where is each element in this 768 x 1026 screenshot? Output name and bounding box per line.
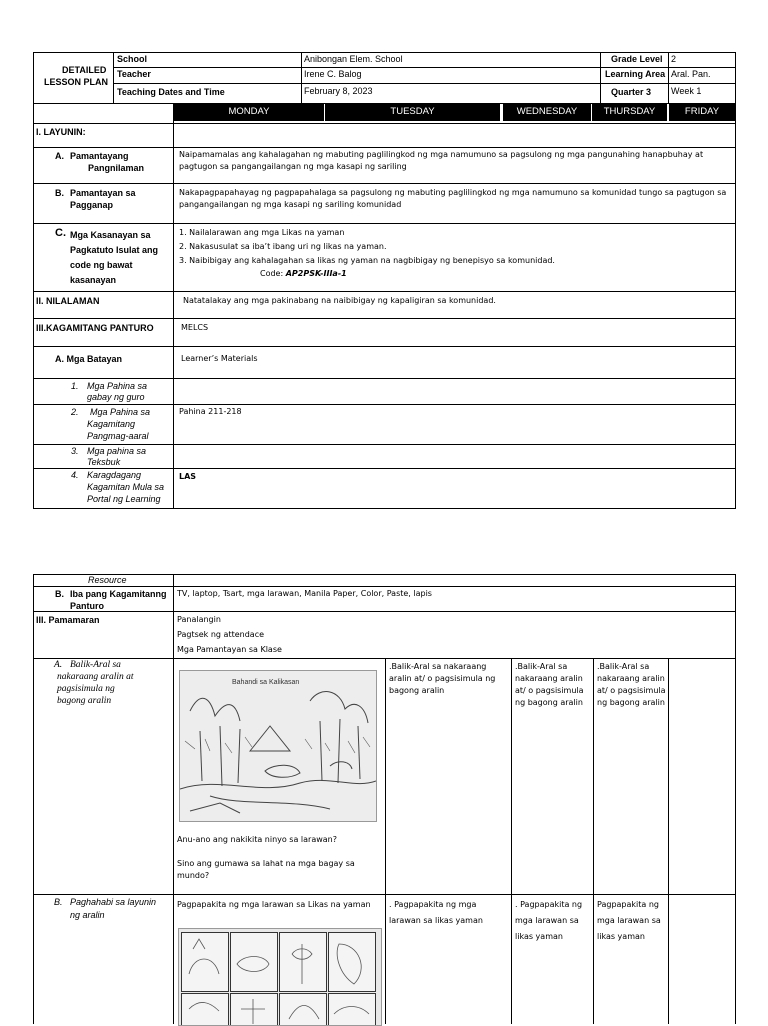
row3-number: 3. — [71, 446, 79, 456]
row2-text: Pahina 211-218 — [179, 407, 242, 416]
iba-pang-label: Iba pang Kagamitanng — [70, 589, 167, 599]
quarter-label: Quarter 3 — [611, 87, 652, 97]
row1-label-a: Mga Pahina sa — [87, 381, 148, 391]
kasanayan-label-4: kasanayan — [70, 275, 117, 285]
kasanayan-label-3: code ng bawat — [70, 260, 133, 270]
paghahabi-letter: B. — [54, 897, 63, 907]
grade-level-value: 2 — [671, 54, 677, 64]
row2-label-a: Mga Pahina sa — [90, 407, 151, 417]
question-1: Anu-ano ang nakikita ninyo sa larawan? — [177, 835, 337, 844]
school-label: School — [117, 54, 148, 64]
pamantayang-label: Pamantayang — [70, 151, 129, 161]
paghahabi-label-1: Paghahabi sa layunin — [70, 897, 157, 907]
pagganap-text: Nakapagpapahayag ng pagpapahalaga sa pagsulong ng mabuting paglilingkod ng mga namumuno sa komunidad tungo sa pagtugon sa pangangailangan ng mga kasapi ng sariling komunidad — [179, 188, 727, 209]
learning-area-label: Learning Area — [605, 69, 666, 79]
row4-label-a: Karagdagang — [87, 470, 142, 480]
wednesday-paghahabi: . Pagpapakita ng mga larawan sa likas yaman — [515, 900, 583, 941]
batayan-label: A. Mga Batayan — [55, 354, 123, 364]
pangnilaman-label: Pangnilaman — [88, 163, 145, 173]
grade-level-label: Grade Level — [611, 54, 663, 64]
question-2: Sino ang gumawa sa lahat na mga bagay sa mundo? — [177, 859, 355, 880]
row1-number: 1. — [71, 381, 79, 391]
row1-label-b: gabay ng guro — [87, 392, 145, 402]
balik-aral-label-3: pagsisimula ng — [57, 684, 115, 694]
paghahabi-label-2: ng aralin — [70, 910, 105, 920]
dates-label: Teaching Dates and Time — [117, 87, 225, 97]
pamamaran-item-3: Mga Pamantayan sa Klase — [177, 645, 282, 654]
thursday-paghahabi: Pagpapakita ng mga larawan sa likas yaman — [597, 900, 661, 941]
kasanayan-item-2: 2. Nakasusulat sa iba’t ibang uri ng likas na yaman. — [179, 242, 387, 251]
kagamitan-text: MELCS — [181, 323, 209, 332]
teacher-label: Teacher — [117, 69, 151, 79]
balik-aral-letter: A. — [54, 660, 63, 670]
panturo-label: Panturo — [70, 601, 105, 611]
kasanayan-letter: C. — [55, 227, 66, 239]
kasanayan-label-2: Pagkatuto Isulat ang — [70, 245, 159, 255]
sketch-lines-icon — [179, 929, 381, 1025]
nilalaman-text: Natatalakay ang mga pakinabang na naibibigay ng kapaligiran sa komunidad. — [183, 296, 496, 305]
competency-code — [260, 268, 347, 280]
row3-label-a: Mga pahina sa — [87, 446, 147, 456]
iba-pang-letter: B. — [55, 589, 64, 599]
school-value: Anibongan Elem. School — [304, 54, 403, 64]
forest-drawing-icon — [180, 671, 376, 821]
kasanayan-label-1: Mga Kasanayan sa — [70, 230, 151, 240]
pamamaran-label: III. Pamamaran — [36, 615, 100, 625]
competency-code-value: AP2PSK-IIIa-1 — [285, 269, 347, 278]
title-line1: DETAILED — [62, 65, 107, 75]
kasanayan-item-1: 1. Nailalarawan ang mga Likas na yaman — [179, 228, 345, 237]
balik-aral-label-4: bagong aralin — [57, 696, 112, 706]
row4-label-c: Portal ng Learning — [87, 494, 161, 504]
kasanayan-item-3: 3. Naibibigay ang kahalagahan sa likas ng yaman na nagbibigay ng benepisyo sa komunidad. — [179, 256, 555, 265]
row4-number: 4. — [71, 470, 79, 480]
pamantayan-label: Pamantayan sa — [70, 188, 136, 198]
batayan-text: Learner’s Materials — [181, 354, 258, 363]
tuesday-paghahabi: . Pagpapakita ng mga larawan sa likas yaman — [389, 900, 483, 925]
pagganap-label: Pagganap — [70, 200, 114, 210]
thursday-balik-aral: .Balik-Aral sa nakaraang aralin at/ o pagsisimula ng bagong aralin — [597, 662, 666, 707]
pamamaran-item-1: Panalangin — [177, 615, 221, 624]
row4-label-b: Kagamitan Mula sa — [87, 482, 165, 492]
row3-label-b: Teksbuk — [87, 457, 121, 467]
nilalaman-label: II. NILALAMAN — [36, 296, 100, 306]
balik-aral-label-1: Balik-Aral sa — [70, 660, 121, 670]
day-header-thursday: THURSDAY — [592, 103, 667, 121]
row2-label-c: Pangmag-aaral — [87, 431, 149, 441]
nature-sketch-image — [179, 670, 377, 822]
day-header-tuesday: TUESDAY — [325, 103, 500, 121]
balik-aral-label-2: nakaraang aralin at — [57, 672, 134, 682]
row2-number: 2. — [71, 407, 79, 417]
monday-paghahabi: Pagpapakita ng mga larawan sa Likas na yaman — [177, 900, 371, 909]
kagamitan-label: III.KAGAMITANG PANTURO — [36, 323, 154, 333]
row2-label-b: Kagamitang — [87, 419, 136, 429]
layunin-label: I. LAYUNIN: — [36, 127, 86, 137]
teacher-value: Irene C. Balog — [304, 69, 362, 79]
iba-pang-text: TV, laptop, Tsart, mga larawan, Manila Paper, Color, Paste, lapis — [177, 589, 432, 598]
dates-value: February 8, 2023 — [304, 86, 373, 96]
sketch-caption: Bahandi sa Kalikasan — [232, 679, 300, 686]
pagganap-letter: B. — [55, 188, 64, 198]
pamantayang-text: Naipamamalas ang kahalagahan ng mabuting paglilingkod ng mga namumuno sa pagsulong ng mga pangunahing hanapbuhay at pagtugon sa pangangailangan ng mga kasapi ng sariling — [179, 150, 704, 171]
week-value: Week 1 — [671, 86, 702, 96]
resource-pictures-grid — [178, 928, 382, 1026]
day-header-monday: MONDAY — [174, 103, 324, 121]
resource-label: Resource — [88, 575, 127, 585]
day-header-wednesday: WEDNESDAY — [503, 103, 591, 121]
pamantayang-letter: A. — [55, 151, 64, 161]
competency-code-label: Code: — [260, 269, 286, 278]
learning-area-value: Aral. Pan. — [671, 69, 711, 79]
wednesday-balik-aral: .Balik-Aral sa nakaraang aralin at/ o pagsisimula ng bagong aralin — [515, 662, 584, 707]
pamamaran-item-2: Pagtsek ng attendace — [177, 630, 265, 639]
day-header-friday: FRIDAY — [669, 103, 735, 121]
row4-text: LAS — [179, 472, 197, 481]
tuesday-balik-aral: .Balik-Aral sa nakaraang aralin at/ o pagsisimula ng bagong aralin — [389, 662, 496, 695]
title-line2: LESSON PLAN — [44, 77, 109, 87]
